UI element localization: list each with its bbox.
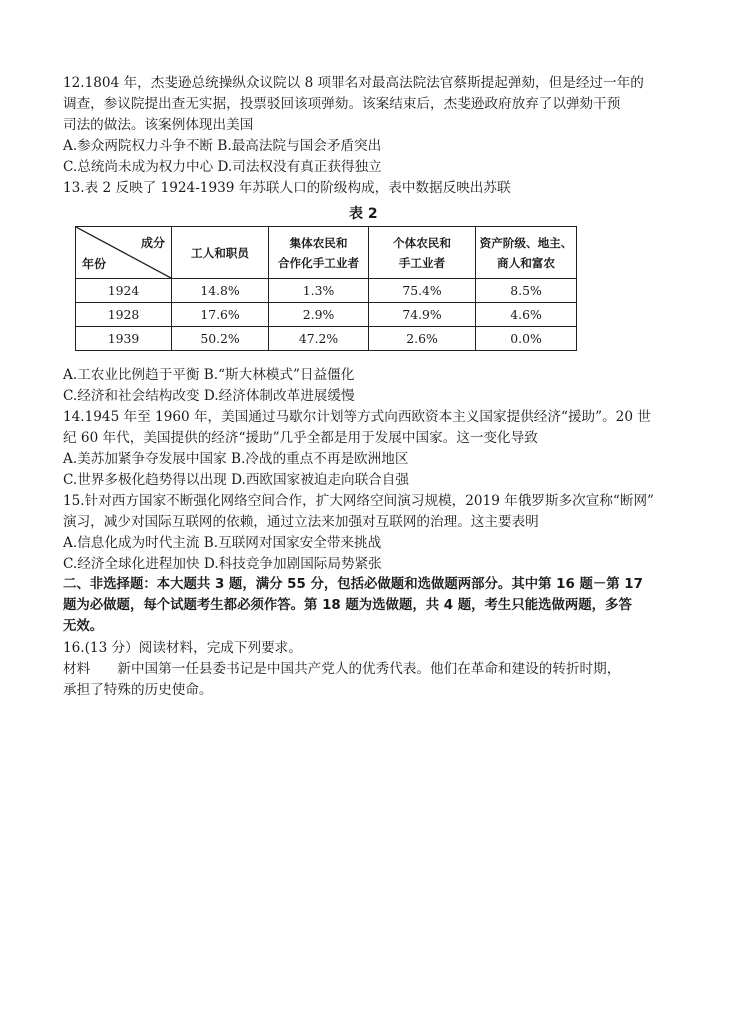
table-corner-cell bbox=[76, 227, 172, 279]
section2-line3: 无效。 bbox=[63, 619, 104, 634]
q14-options-cd: C.世界多极化趋势得以出现 D.西欧国家被迫走向联合自强 bbox=[63, 472, 409, 488]
q14-stem-line2: 纪 60 年代，美国提供的经济“援助”几乎全都是用于发展中国家。这一变化导致 bbox=[63, 430, 538, 446]
cell-value: 47.2% bbox=[269, 327, 369, 351]
cell-value: 8.5% bbox=[476, 279, 577, 303]
q16-stem: 16.(13 分）阅读材料，完成下列要求。 bbox=[63, 640, 302, 656]
q12-options-cd: C.总统尚未成为权力中心 D.司法权没有真正获得独立 bbox=[63, 159, 382, 175]
q14-options-ab: A.美苏加紧争夺发展中国家 B.冷战的重点不再是欧洲地区 bbox=[63, 451, 409, 467]
cell-year: 1939 bbox=[76, 327, 172, 351]
cell-value: 14.8% bbox=[172, 279, 269, 303]
header-collective-farmers: 集体农民和 合作化手工业者 bbox=[269, 227, 369, 279]
cell-value: 2.9% bbox=[269, 303, 369, 327]
cell-value: 75.4% bbox=[369, 279, 476, 303]
cell-value: 0.0% bbox=[476, 327, 577, 351]
population-table bbox=[75, 226, 577, 351]
header-individual-farmers: 个体农民和 手工业者 bbox=[369, 227, 476, 279]
section2-line2: 题为必做题，每个试题考生都必须作答。第 18 题为选做题，共 4 题，考生只能选做两题，多答 bbox=[63, 598, 632, 613]
q13-options-cd: C.经济和社会结构改变 D.经济体制改革进展缓慢 bbox=[63, 388, 355, 404]
corner-label-component: 成分 bbox=[140, 236, 165, 250]
table-row bbox=[76, 303, 577, 327]
cell-value: 17.6% bbox=[172, 303, 269, 327]
q12-stem-line2: 调查，参议院提出查无实据，投票驳回该项弹劾。该案结束后，杰斐逊政府放弃了以弹劾干预 bbox=[63, 96, 621, 112]
q13-stem: 13.表 2 反映了 1924-1939 年苏联人口的阶级构成，表中数据反映出苏联 bbox=[63, 180, 511, 196]
cell-value: 2.6% bbox=[369, 327, 476, 351]
cell-year: 1928 bbox=[76, 303, 172, 327]
q12-options-ab: A.参众两院权力斗争不断 B.最高法院与国会矛盾突出 bbox=[63, 138, 382, 154]
q15-options-ab: A.信息化成为时代主流 B.互联网对国家安全带来挑战 bbox=[63, 535, 382, 551]
q15-stem-line2: 演习，减少对国际互联网的依赖，通过立法来加强对互联网的治理。这主要表明 bbox=[63, 514, 539, 530]
q15-stem-line1: 15.针对西方国家不断强化网络空间合作，扩大网络空间演习规模，2019 年俄罗斯多次宣称“断网” bbox=[63, 493, 654, 509]
section2-line1: 二、非选择题：本大题共 3 题，满分 55 分，包括必做题和选做题两部分。其中第 16 题－第 17 bbox=[63, 577, 643, 592]
cell-value: 50.2% bbox=[172, 327, 269, 351]
header-workers: 工人和职员 bbox=[172, 227, 269, 279]
cell-value: 4.6% bbox=[476, 303, 577, 327]
q15-options-cd: C.经济全球化进程加快 D.科技竞争加剧国际局势紧张 bbox=[63, 556, 382, 572]
q13-options-ab: A.工农业比例趋于平衡 B.“斯大林模式”日益僵化 bbox=[63, 367, 355, 383]
cell-value: 74.9% bbox=[369, 303, 476, 327]
table-row bbox=[76, 279, 577, 303]
table-caption: 表 2 bbox=[349, 206, 378, 222]
cell-value: 1.3% bbox=[269, 279, 369, 303]
header-bourgeoisie: 资产阶级、地主、 商人和富农 bbox=[476, 227, 577, 279]
q14-stem-line1: 14.1945 年至 1960 年，美国通过马歇尔计划等方式向西欧资本主义国家提供经济“援助”。20 世 bbox=[63, 409, 651, 425]
table-header-row bbox=[76, 227, 577, 279]
q12-stem-line1: 12.1804 年，杰斐逊总统操纵众议院以 8 项罪名对最高法院法官蔡斯提起弹劾，但是经过一年的 bbox=[63, 75, 644, 91]
cell-year: 1924 bbox=[76, 279, 172, 303]
q16-material-line1: 材料 新中国第一任县委书记是中国共产党人的优秀代表。他们在革命和建设的转折时期， bbox=[63, 661, 621, 677]
q16-material-line2: 承担了特殊的历史使命。 bbox=[63, 682, 213, 698]
table-row bbox=[76, 327, 577, 351]
corner-label-year: 年份 bbox=[82, 257, 107, 271]
q12-stem-line3: 司法的做法。该案例体现出美国 bbox=[63, 117, 254, 133]
